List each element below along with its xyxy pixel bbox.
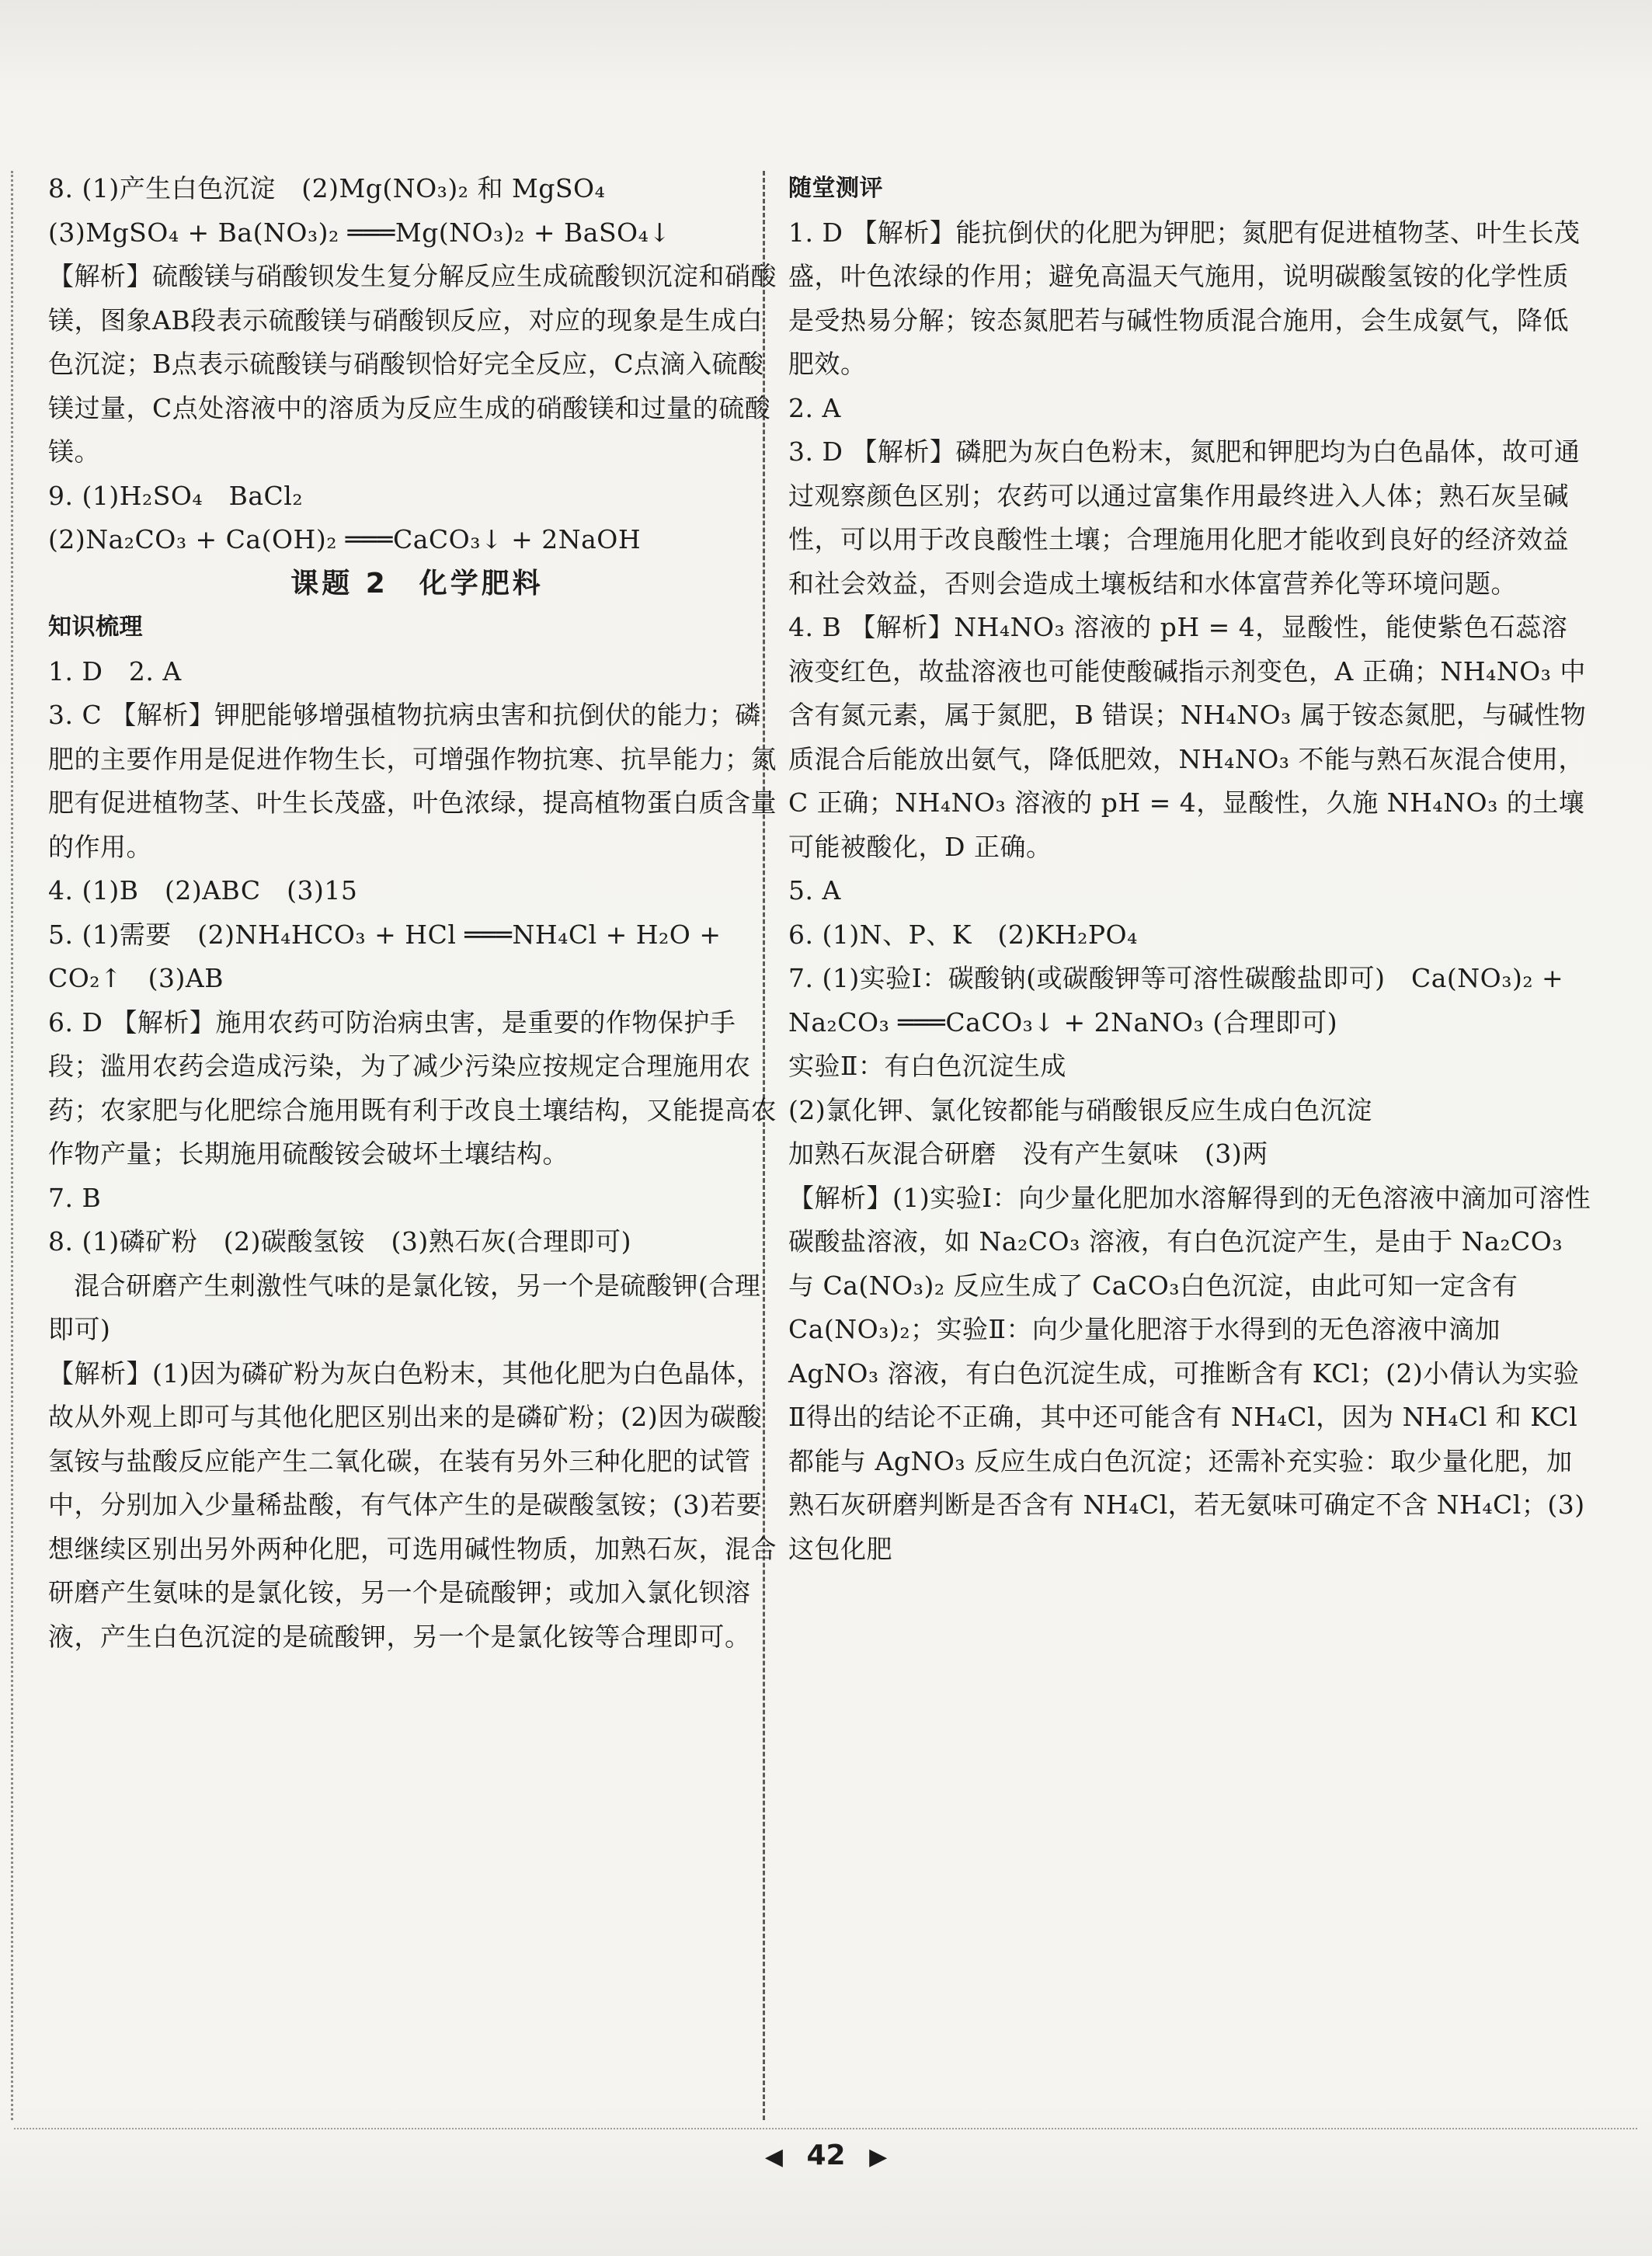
prev-page-icon[interactable]: ◀ — [764, 2143, 783, 2171]
r-answer-7-line1: 7. (1)实验Ⅰ：碳酸钠(或碳酸钾等可溶性碳酸盐即可) Ca(NO₃)₂ + Na₂CO₃ ═══CaCO₃↓ + 2NaNO₃ (合理即可) — [788, 963, 1564, 1038]
k-answer-7: 7. B — [48, 1182, 102, 1213]
r-answer-7-line4: 加熟石灰混合研磨 没有产生氨味 (3)两 — [788, 1138, 1268, 1169]
k-answer-8-line2: 混合研磨产生刺激性气味的是氯化铵，另一个是硫酸钾(合理即可) — [48, 1270, 761, 1344]
right-column — [788, 167, 1592, 1571]
next-page-icon[interactable]: ▶ — [869, 2143, 888, 2171]
q9-line1: 9. (1)H₂SO₄ BaCl₂ — [48, 480, 304, 511]
section-title-quiz: 随堂测评 — [788, 175, 883, 202]
k-answer-6: 6. D 【解析】施用农药可防治病虫害，是重要的作物保护手段；滥用农药会造成污染，为了减少污染应按规定合理施用农药；农家肥与化肥综合施用既有利于改良土壤结构，又能提高农作物产量；长期施用硫酸铵会破坏土壤结构。 — [48, 1006, 777, 1169]
k-answer-5-line1: 5. (1)需要 (2)NH₄HCO₃ + HCl ═══NH₄Cl + H₂O + — [48, 919, 722, 950]
r-answer-2: 2. A — [788, 392, 841, 423]
page-number: 42 — [806, 2140, 846, 2171]
q9-line2: (2)Na₂CO₃ + Ca(OH)₂ ═══CaCO₃↓ + 2NaOH — [48, 524, 642, 554]
k-answer-8-analysis: 【解析】(1)因为磷矿粉为灰白色粉末，其他化肥为白色晶体，故从外观上即可与其他化肥区别出来的是磷矿粉；(2)因为碳酸氢铵与盐酸反应能产生二氧化碳，在装有另外三种化肥的试管中，分别加入少量稀盐酸，有气体产生的是碳酸氢铵；(3)若要想继续区别出另外两种化肥，可选用碱性物质，加熟石灰，混合研磨产生氨味的是氯化铵，另一个是硫酸钾；或加入氯化钡溶液，产生白色沉淀的是硫酸钾，另一个是氯化铵等合理即可。 — [48, 1357, 777, 1652]
lesson-heading: 课题 2 化学肥料 — [290, 567, 544, 600]
section-title-knowledge: 知识梳理 — [48, 614, 143, 641]
r-answer-7-line3: (2)氯化钾、氯化铵都能与硝酸银反应生成白色沉淀 — [788, 1094, 1372, 1125]
left-column — [48, 167, 786, 1659]
r-answer-4: 4. B 【解析】NH₄NO₃ 溶液的 pH = 4，显酸性，能使紫色石蕊溶液变红色，故盐溶液也可能使酸碱指示剂变色，A 正确；NH₄NO₃ 中含有氮元素，属于氮肥，B 错误；NH₄NO₃ 属于铵态氮肥，与碱性物质混合后能放出氨气，降低肥效，NH₄NO₃ 不能与熟石灰混合使用，C 正确；NH₄NO₃ 溶液的 pH = 4，显酸性，久施 NH₄NO₃ 的土壤可能被酸化，D 正确。 — [788, 612, 1587, 862]
r-answer-6: 6. (1)N、P、K (2)KH₂PO₄ — [788, 919, 1138, 950]
bottom-dotted-rule — [14, 2128, 1637, 2129]
r-answer-7-analysis: 【解析】(1)实验Ⅰ：向少量化肥加水溶解得到的无色溶液中滴加可溶性碳酸盐溶液，如 Na₂CO₃ 溶液，有白色沉淀产生，是由于 Na₂CO₃ 与 Ca(NO₃)₂ 反应生成了 CaCO₃白色沉淀，由此可知一定含有 Ca(NO₃)₂；实验Ⅱ：向少量化肥溶于水得到的无色溶液中滴加 AgNO₃ 溶液，有白色沉淀生成，可推断含有 KCl；(2)小倩认为实验Ⅱ得出的结论不正确，其中还可能含有 NH₄Cl，因为 NH₄Cl 和 KCl 都能与 AgNO₃ 反应生成白色沉淀；还需补充实验：取少量化肥，加熟石灰研磨判断是否含有 NH₄Cl，若无氨味可确定不含 NH₄Cl；(3)这包化肥 — [788, 1182, 1591, 1564]
binding-edge-dots — [11, 171, 13, 2120]
k-answer-4: 4. (1)B (2)ABC (3)15 — [48, 875, 358, 906]
q8-line1: 8. (1)产生白色沉淀 (2)Mg(NO₃)₂ 和 MgSO₄ — [48, 173, 606, 203]
k-answer-1-2: 1. D 2. A — [48, 655, 182, 687]
q8-analysis: 【解析】硫酸镁与硝酸钡发生复分解反应生成硫酸钡沉淀和硝酸镁，图象AB段表示硫酸镁与硝酸钡反应，对应的现象是生成白色沉淀；B点表示硫酸镁与硝酸钡恰好完全反应，C点滴入硫酸镁过量，C点处溶液中的溶质为反应生成的硝酸镁和过量的硫酸镁。 — [48, 261, 777, 467]
r-answer-5: 5. A — [788, 875, 841, 906]
k-answer-8-line1: 8. (1)磷矿粉 (2)碳酸氢铵 (3)熟石灰(合理即可) — [48, 1226, 631, 1257]
page-footer — [0, 2140, 1652, 2171]
k-answer-3: 3. C 【解析】钾肥能够增强植物抗病虫害和抗倒伏的能力；磷肥的主要作用是促进作物生长，可增强作物抗寒、抗旱能力；氮肥有促进植物茎、叶生长茂盛，叶色浓绿，提高植物蛋白质含量的作用。 — [48, 700, 777, 862]
k-answer-5-line2: CO₂↑ (3)AB — [48, 963, 224, 993]
r-answer-1: 1. D 【解析】能抗倒伏的化肥为钾肥；氮肥有促进植物茎、叶生长茂盛，叶色浓绿的作用；避免高温天气施用，说明碳酸氢铵的化学性质是受热易分解；铵态氮肥若与碱性物质混合施用，会生成氨气，降低肥效。 — [788, 217, 1581, 379]
r-answer-3: 3. D 【解析】磷肥为灰白色粉末，氮肥和钾肥均为白色晶体，故可通过观察颜色区别；农药可以通过富集作用最终进入人体；熟石灰呈碱性，可以用于改良酸性土壤；合理施用化肥才能收到良好的经济效益和社会效益，否则会造成土壤板结和水体富营养化等环境问题。 — [788, 436, 1581, 599]
q8-line2: (3)MgSO₄ + Ba(NO₃)₂ ═══Mg(NO₃)₂ + BaSO₄↓ — [48, 217, 671, 248]
r-answer-7-line2: 实验Ⅱ：有白色沉淀生成 — [788, 1051, 1066, 1081]
